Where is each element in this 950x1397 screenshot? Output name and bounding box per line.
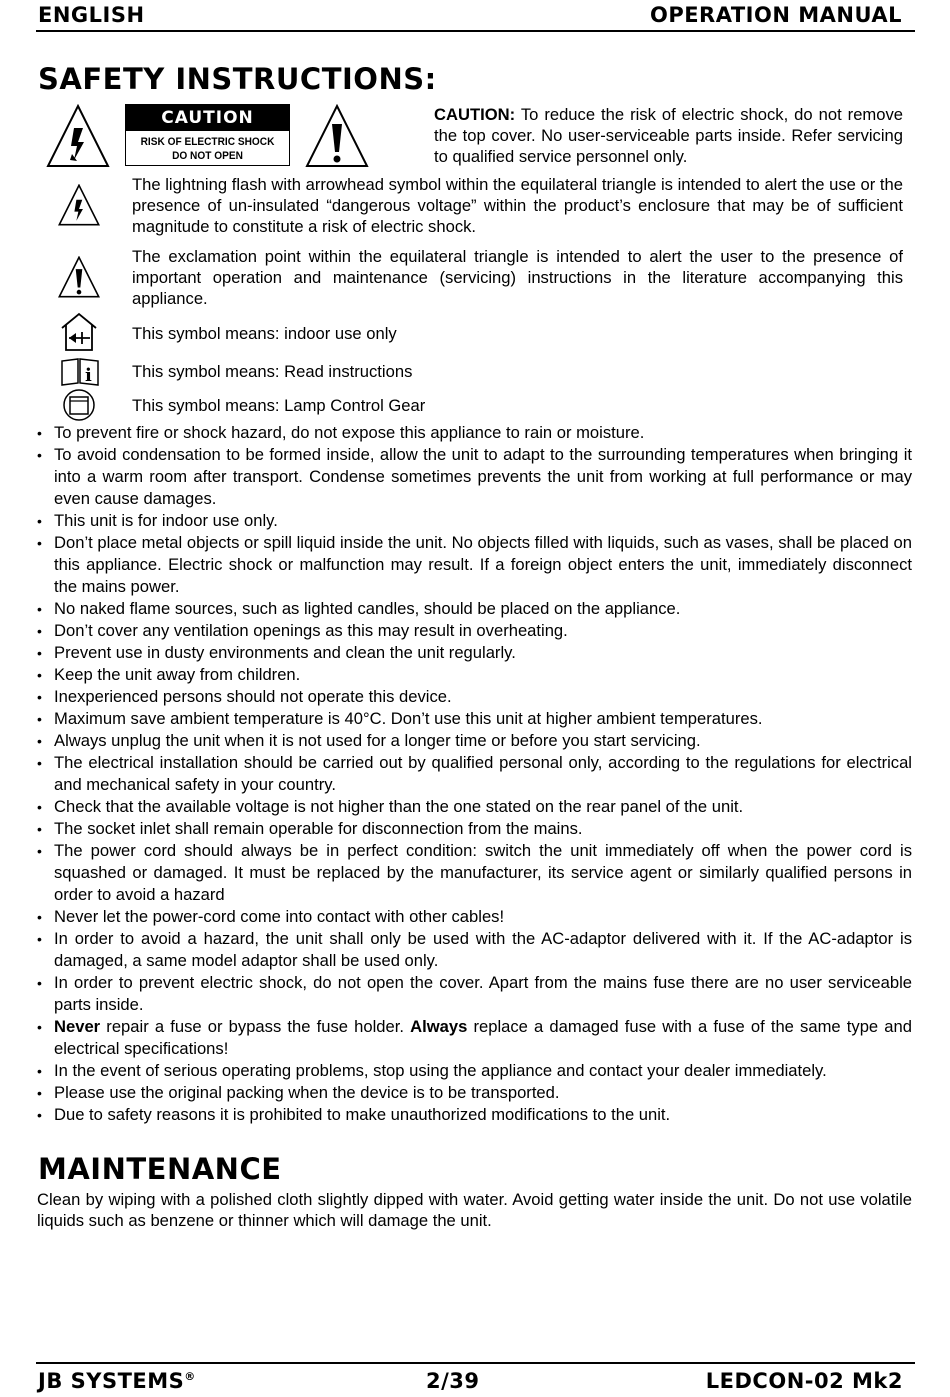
caution-banner: CAUTION [126,105,289,131]
list-item: • Keep the unit away from children. [36,664,912,686]
symbol-read-text: This symbol means: Read instructions [132,362,413,381]
maintenance-title: MAINTENANCE [38,1152,282,1186]
list-item: • In order to avoid a hazard, the unit shall only be used with the AC-adaptor delivered with it. If the AC-adaptor is damaged, a same model adaptor shall be used only. [36,928,912,972]
lightning-triangle-icon [46,104,110,168]
symbol-exclamation-text: The exclamation point within the equilateral triangle is intended to alert the user to the presence of important operation and maintenance (servicing) instructions in the literature accompanying this appliance. [132,247,903,308]
footer-page-number: 2/39 [426,1369,480,1393]
maintenance-text: Clean by wiping with a polished cloth slightly dipped with water. Avoid getting water inside the unit. Do not use volatile liquids such as benzene or thinner which will damage the unit. [37,1190,912,1230]
list-item: • The power cord should always be in perfect condition: switch the unit immediately off when the power cord is squashed or damaged. It must be replaced by the manufacturer, its service agent or similarly qualified persons in order to avoid a hazard [36,840,912,906]
list-item: • This unit is for indoor use only. [36,510,912,532]
list-item: • In order to prevent electric shock, do not open the cover. Apart from the mains fuse there are no user serviceable parts inside. [36,972,912,1016]
list-item-fuse [36,1016,912,1060]
list-item: • Don’t place metal objects or spill liquid inside the unit. No objects filled with liquids, such as vases, shall be placed on this appliance. Electric shock or malfunction may result. If a foreign object enters the unit, immediately disconnect the mains power. [36,532,912,598]
exclamation-triangle-icon [305,104,369,168]
indoor-use-icon [60,312,98,352]
list-item: • Please use the original packing when the device is to be transported. [36,1082,912,1104]
fuse-never: Never [54,1017,101,1036]
fuse-text-1: repair a fuse or bypass the fuse holder. [100,1017,411,1036]
list-item: • Prevent use in dusty environments and clean the unit regularly. [36,642,912,664]
caution-label [125,104,290,166]
list-item: • To prevent fire or shock hazard, do not expose this appliance to rain or moisture. [36,422,912,444]
caution-line-2: DO NOT OPEN [172,150,243,162]
list-item: • The socket inlet shall remain operable for disconnection from the mains. [36,818,912,840]
footer-model: LEDCON-02 Mk2 [705,1369,903,1393]
header-rule [36,30,915,32]
list-item: • Check that the available voltage is not higher than the one stated on the rear panel of the unit. [36,796,912,818]
fuse-always: Always [410,1017,468,1036]
list-item: • In the event of serious operating problems, stop using the appliance and contact your dealer immediately. [36,1060,912,1082]
list-item: • Never let the power-cord come into contact with other cables! [36,906,912,928]
safety-bullet-list [36,422,912,1126]
list-item: • Don’t cover any ventilation openings as this may result in overheating. [36,620,912,642]
symbol-indoor-text: This symbol means: indoor use only [132,324,397,343]
list-item: • No naked flame sources, such as lighted candles, should be placed on the appliance. [36,598,912,620]
list-item: • The electrical installation should be carried out by qualified personal only, according to the regulations for electrical and mechanical safety in your country. [36,752,912,796]
header-doc-type: OPERATION MANUAL [649,3,902,27]
footer-rule [36,1362,915,1364]
list-item: • Always unplug the unit when it is not used for a longer time or before you start servicing. [36,730,912,752]
safety-title: SAFETY INSTRUCTIONS: [38,62,437,96]
caution-lead: CAUTION: [434,105,516,124]
list-item: • Due to safety reasons it is prohibited to make unauthorized modifications to the unit. [36,1104,912,1126]
header-language: ENGLISH [38,3,145,27]
caution-line-1: RISK OF ELECTRIC SHOCK [140,136,275,148]
caution-paragraph [434,104,903,167]
symbol-lightning-text: The lightning flash with arrowhead symbol within the equilateral triangle is intended to alert the use or the presence of un-insulated “dangerous voltage” within the product’s enclosure that may be of sufficient magnitude to constitute a risk of electric shock. [132,175,903,236]
footer-brand [38,1369,196,1393]
lamp-control-gear-icon [62,389,96,421]
fuse-text-2: replace a damaged fuse with a fuse of the same type and electrical specifications! [54,1017,912,1058]
exclamation-triangle-icon [58,256,100,298]
footer-registered-mark: ® [184,1370,196,1383]
list-item: • Maximum save ambient temperature is 40°C. Don’t use this unit at higher ambient temperatures. [36,708,912,730]
lightning-triangle-icon [58,184,100,226]
svg-text:i: i [85,365,92,386]
read-instructions-icon [60,357,100,387]
list-item: • Inexperienced persons should not operate this device. [36,686,912,708]
footer-brand-name: JB SYSTEMS [38,1369,185,1393]
symbol-lamp-text: This symbol means: Lamp Control Gear [132,396,426,415]
list-item: • To avoid condensation to be formed inside, allow the unit to adapt to the surrounding temperatures when bringing it into a warm room after transport. Condense sometimes prevents the unit from working at full performance or may even cause damages. [36,444,912,510]
caution-text: To reduce the risk of electric shock, do not remove the top cover. No user-serviceable parts inside. Refer servicing to qualified service personnel only. [434,105,904,166]
